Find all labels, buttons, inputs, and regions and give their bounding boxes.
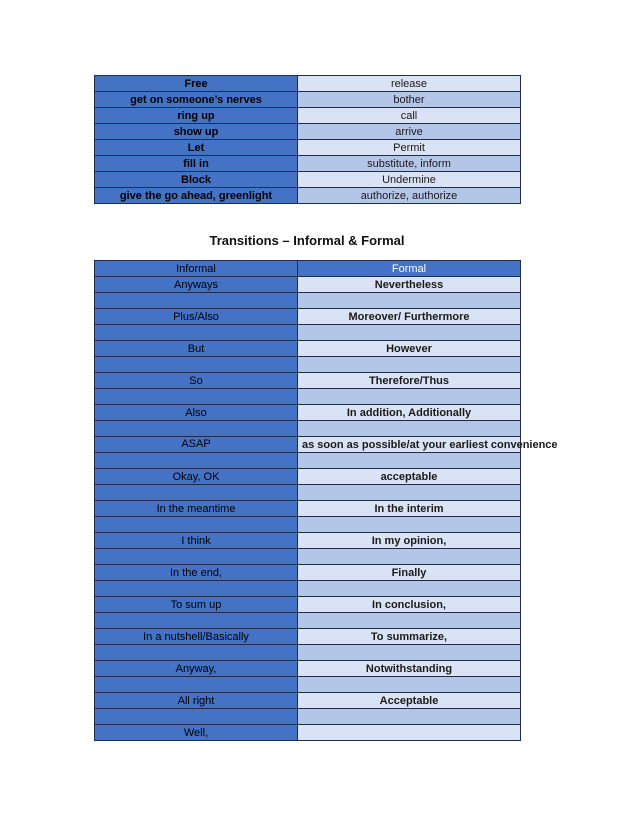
informal-cell: But (95, 341, 298, 357)
table-row (95, 661, 521, 677)
formal-cell: In my opinion, (298, 533, 521, 549)
informal-cell: In the meantime (95, 501, 298, 517)
spacer-row (95, 325, 521, 341)
informal-cell: To sum up (95, 597, 298, 613)
formal-cell: In conclusion, (298, 597, 521, 613)
informal-cell: show up (95, 124, 298, 140)
informal-cell: give the go ahead, greenlight (95, 188, 298, 204)
formal-cell: call (298, 108, 521, 124)
informal-cell: Also (95, 405, 298, 421)
table-row (95, 124, 521, 140)
formal-cell: substitute, inform (298, 156, 521, 172)
informal-cell: fill in (95, 156, 298, 172)
spacer-row (95, 645, 521, 661)
spacer-row (95, 421, 521, 437)
formal-cell: Finally (298, 565, 521, 581)
formal-cell: Permit (298, 140, 521, 156)
spacer-row (95, 581, 521, 597)
informal-cell: ASAP (95, 437, 298, 453)
table-row (95, 277, 521, 293)
table-row (95, 140, 521, 156)
spacer-row (95, 485, 521, 501)
formal-cell: Therefore/Thus (298, 373, 521, 389)
informal-cell: get on someone’s nerves (95, 92, 298, 108)
table-row (95, 565, 521, 581)
spacer-row (95, 613, 521, 629)
formal-cell: acceptable (298, 469, 521, 485)
spacer-row (95, 357, 521, 373)
table-row (95, 501, 521, 517)
table-row (95, 469, 521, 485)
formal-cell: authorize, authorize (298, 188, 521, 204)
informal-cell: Anyways (95, 277, 298, 293)
table-header-row (95, 261, 521, 277)
formal-cell: arrive (298, 124, 521, 140)
informal-cell: Let (95, 140, 298, 156)
informal-cell: Plus/Also (95, 309, 298, 325)
table-row (95, 405, 521, 421)
formal-cell: Acceptable (298, 693, 521, 709)
table-row (95, 76, 521, 92)
formal-cell (298, 725, 521, 741)
table-row (95, 437, 521, 453)
column-header-formal: Formal (298, 261, 521, 277)
informal-cell: I think (95, 533, 298, 549)
table-row (95, 188, 521, 204)
informal-cell: Free (95, 76, 298, 92)
informal-cell: Block (95, 172, 298, 188)
column-header-informal: Informal (95, 261, 298, 277)
transitions-table (94, 260, 558, 741)
informal-cell: In a nutshell/Basically (95, 629, 298, 645)
informal-cell: In the end, (95, 565, 298, 581)
formal-cell: Undermine (298, 172, 521, 188)
informal-cell: ring up (95, 108, 298, 124)
spacer-row (95, 549, 521, 565)
spacer-row (95, 709, 521, 725)
table-row (95, 693, 521, 709)
table-row (95, 629, 521, 645)
informal-cell: Okay, OK (95, 469, 298, 485)
table-row (95, 725, 521, 741)
section-title: Transitions – Informal & Formal (209, 233, 405, 248)
informal-cell: Anyway, (95, 661, 298, 677)
formal-cell: bother (298, 92, 521, 108)
table-row (95, 597, 521, 613)
informal-cell: So (95, 373, 298, 389)
table-row (95, 172, 521, 188)
formal-cell: release (298, 76, 521, 92)
spacer-row (95, 293, 521, 309)
table-row (95, 156, 521, 172)
table-row (95, 108, 521, 124)
formal-cell: Notwithstanding (298, 661, 521, 677)
vocabulary-table (94, 75, 521, 204)
table-row (95, 341, 521, 357)
spacer-row (95, 677, 521, 693)
spacer-row (95, 389, 521, 405)
spacer-row (95, 453, 521, 469)
formal-cell: Moreover/ Furthermore (298, 309, 521, 325)
informal-cell: All right (95, 693, 298, 709)
formal-cell: To summarize, (298, 629, 521, 645)
formal-cell: as soon as possible/at your earliest convenience (298, 437, 521, 453)
table-row (95, 309, 521, 325)
table-row (95, 533, 521, 549)
spacer-row (95, 517, 521, 533)
table-row (95, 92, 521, 108)
formal-cell: Nevertheless (298, 277, 521, 293)
formal-cell: However (298, 341, 521, 357)
table-row (95, 373, 521, 389)
formal-cell: In the interim (298, 501, 521, 517)
informal-cell: Well, (95, 725, 298, 741)
formal-cell: In addition, Additionally (298, 405, 521, 421)
